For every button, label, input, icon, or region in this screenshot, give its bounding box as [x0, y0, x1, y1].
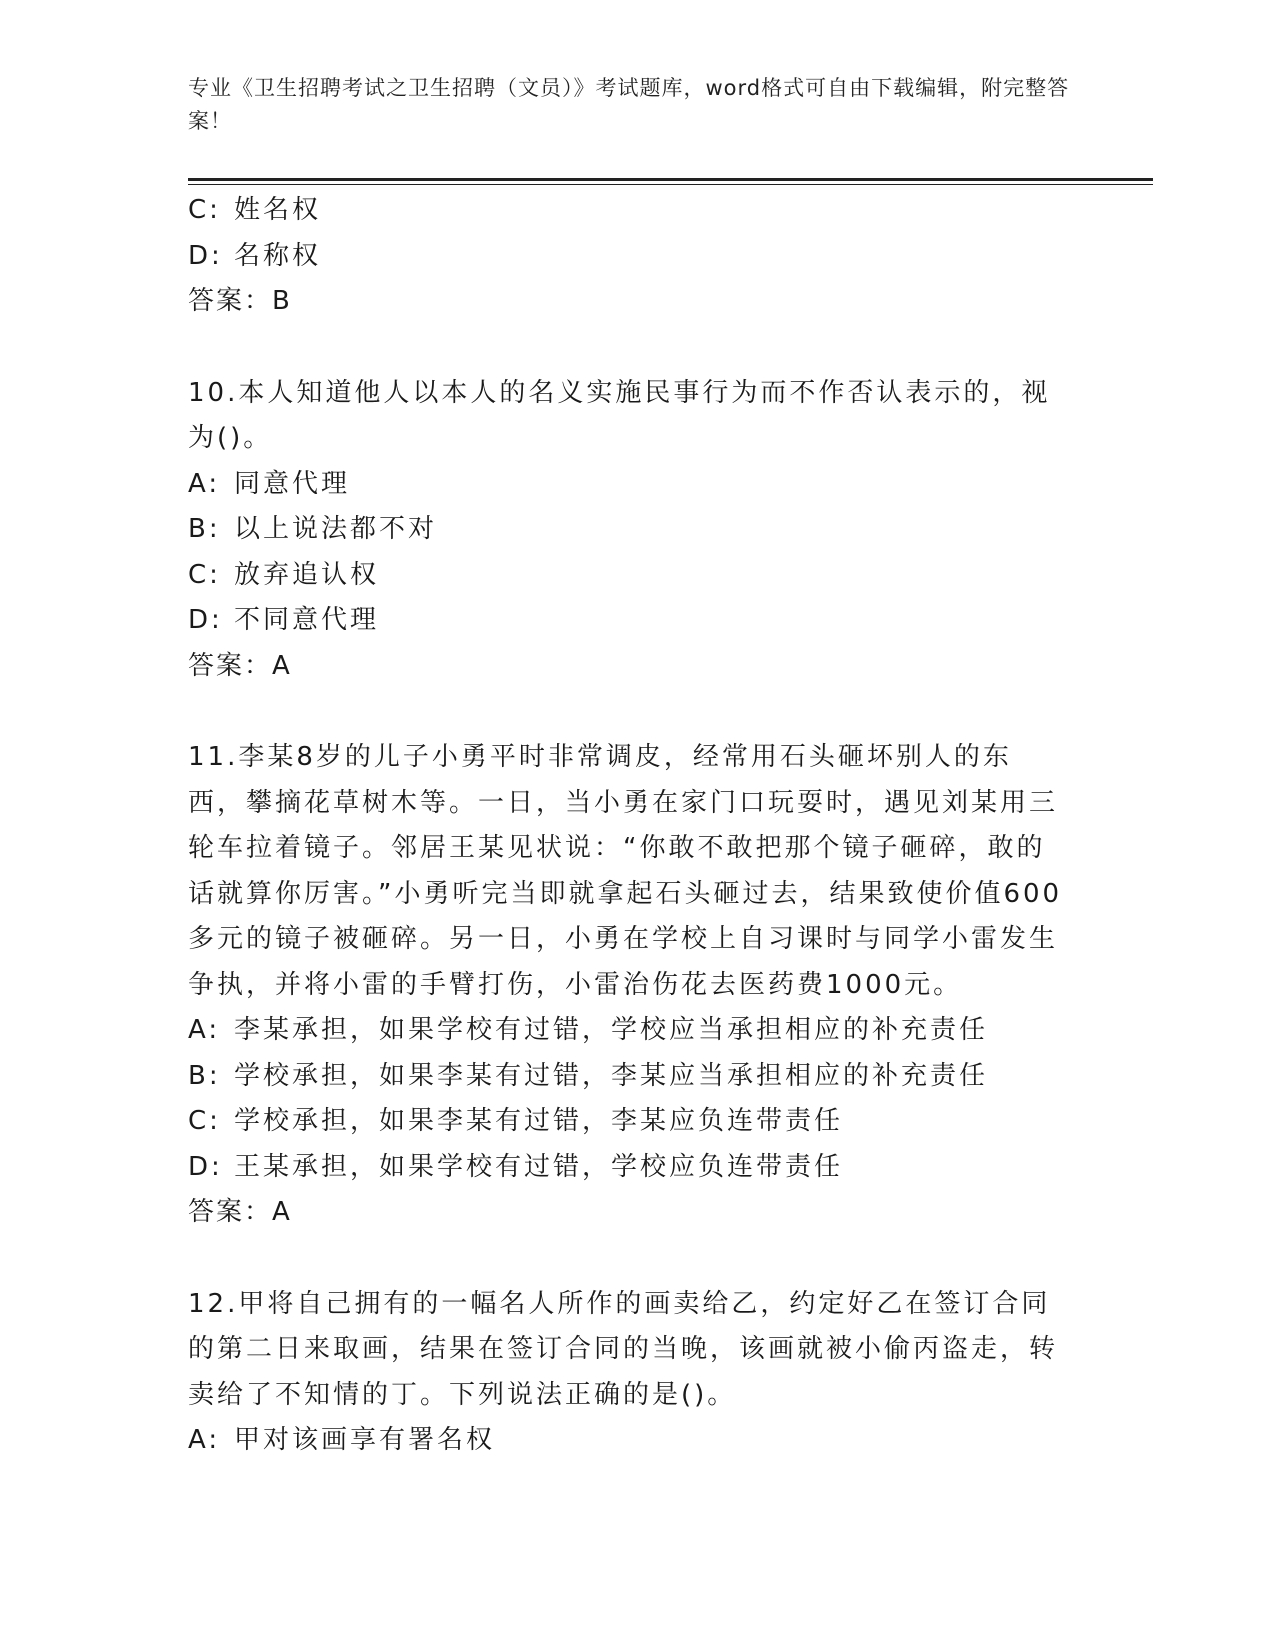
option-b [188, 507, 1088, 553]
option-key: A: [188, 1425, 221, 1455]
question-stem: 10.本人知道他人以本人的名义实施民事行为而不作否认表示的，视为()。 [188, 377, 1051, 453]
option-text: 放弃追认权 [234, 559, 380, 590]
option-a [188, 462, 1088, 508]
option-key: C: [188, 195, 221, 225]
option-text: 甲对该画享有署名权 [234, 1425, 496, 1455]
option-d [188, 1145, 1088, 1191]
option-c [188, 1099, 1088, 1145]
option-b [188, 1054, 1088, 1100]
document-header [188, 72, 1088, 138]
option-key: A: [188, 1015, 221, 1045]
header-rule-thick [188, 178, 1153, 181]
question-content [188, 188, 1088, 1464]
answer-line: 答案：B [188, 286, 292, 316]
question-stem: 11.李某8岁的儿子小勇平时非常调皮，经常用石头砸坏别人的东西，攀摘花草树木等。一日，当小勇在家门口玩耍时，遇见刘某用三轮车拉着镜子。邻居王某见状说：“你敢不敢把那个镜子砸碎，敢的话就算你厉害。”小勇听完当即就拿起石头砸过去，结果致使价值600多元的镜子被砸碎。另一日，小勇在学校上自习课时与同学小雷发生争执，并将小雷的手臂打伤，小雷治伤花去医药费1000元。 [188, 742, 1063, 1000]
option-text: 不同意代理 [234, 605, 380, 635]
answer-line: 答案：A [188, 650, 292, 681]
answer-line: 答案：A [188, 1197, 292, 1227]
option-key: D: [188, 1151, 223, 1182]
question-stem: 12.甲将自己拥有的一幅名人所作的画卖给乙，约定好乙在签订合同的第二日来取画，结果在签订合同的当晚，该画就被小偷丙盗走，转卖给了不知情的丁。下列说法正确的是()。 [188, 1288, 1059, 1410]
option-text: 以上说法都不对 [234, 514, 438, 544]
option-d [188, 234, 1088, 280]
option-a [188, 1008, 1088, 1054]
option-key: B: [188, 514, 221, 544]
option-text: 同意代理 [234, 468, 351, 499]
option-key: C: [188, 559, 221, 590]
option-key: B: [188, 1060, 221, 1091]
option-text: 王某承担，如果学校有过错，学校应负连带责任 [234, 1151, 844, 1182]
option-key: A: [188, 468, 221, 499]
option-text: 李某承担，如果学校有过错，学校应当承担相应的补充责任 [234, 1015, 989, 1045]
option-d [188, 598, 1088, 644]
option-text: 学校承担，如果李某有过错，李某应负连带责任 [234, 1106, 844, 1136]
option-key: D: [188, 605, 223, 635]
option-key: C: [188, 1106, 221, 1136]
option-c [188, 188, 1088, 234]
spacer [188, 325, 1088, 371]
option-text: 姓名权 [234, 195, 322, 225]
option-text: 学校承担，如果李某有过错，李某应当承担相应的补充责任 [234, 1060, 989, 1091]
header-title: 专业《卫生招聘考试之卫生招聘（文员）》考试题库，word格式可自由下载编辑，附完整答案！ [188, 76, 1070, 133]
spacer [188, 1236, 1088, 1282]
option-text: 名称权 [234, 240, 322, 271]
option-c [188, 553, 1088, 599]
spacer [188, 689, 1088, 735]
option-key: D: [188, 240, 223, 271]
header-rule-thin [188, 184, 1153, 185]
option-a [188, 1418, 1088, 1464]
